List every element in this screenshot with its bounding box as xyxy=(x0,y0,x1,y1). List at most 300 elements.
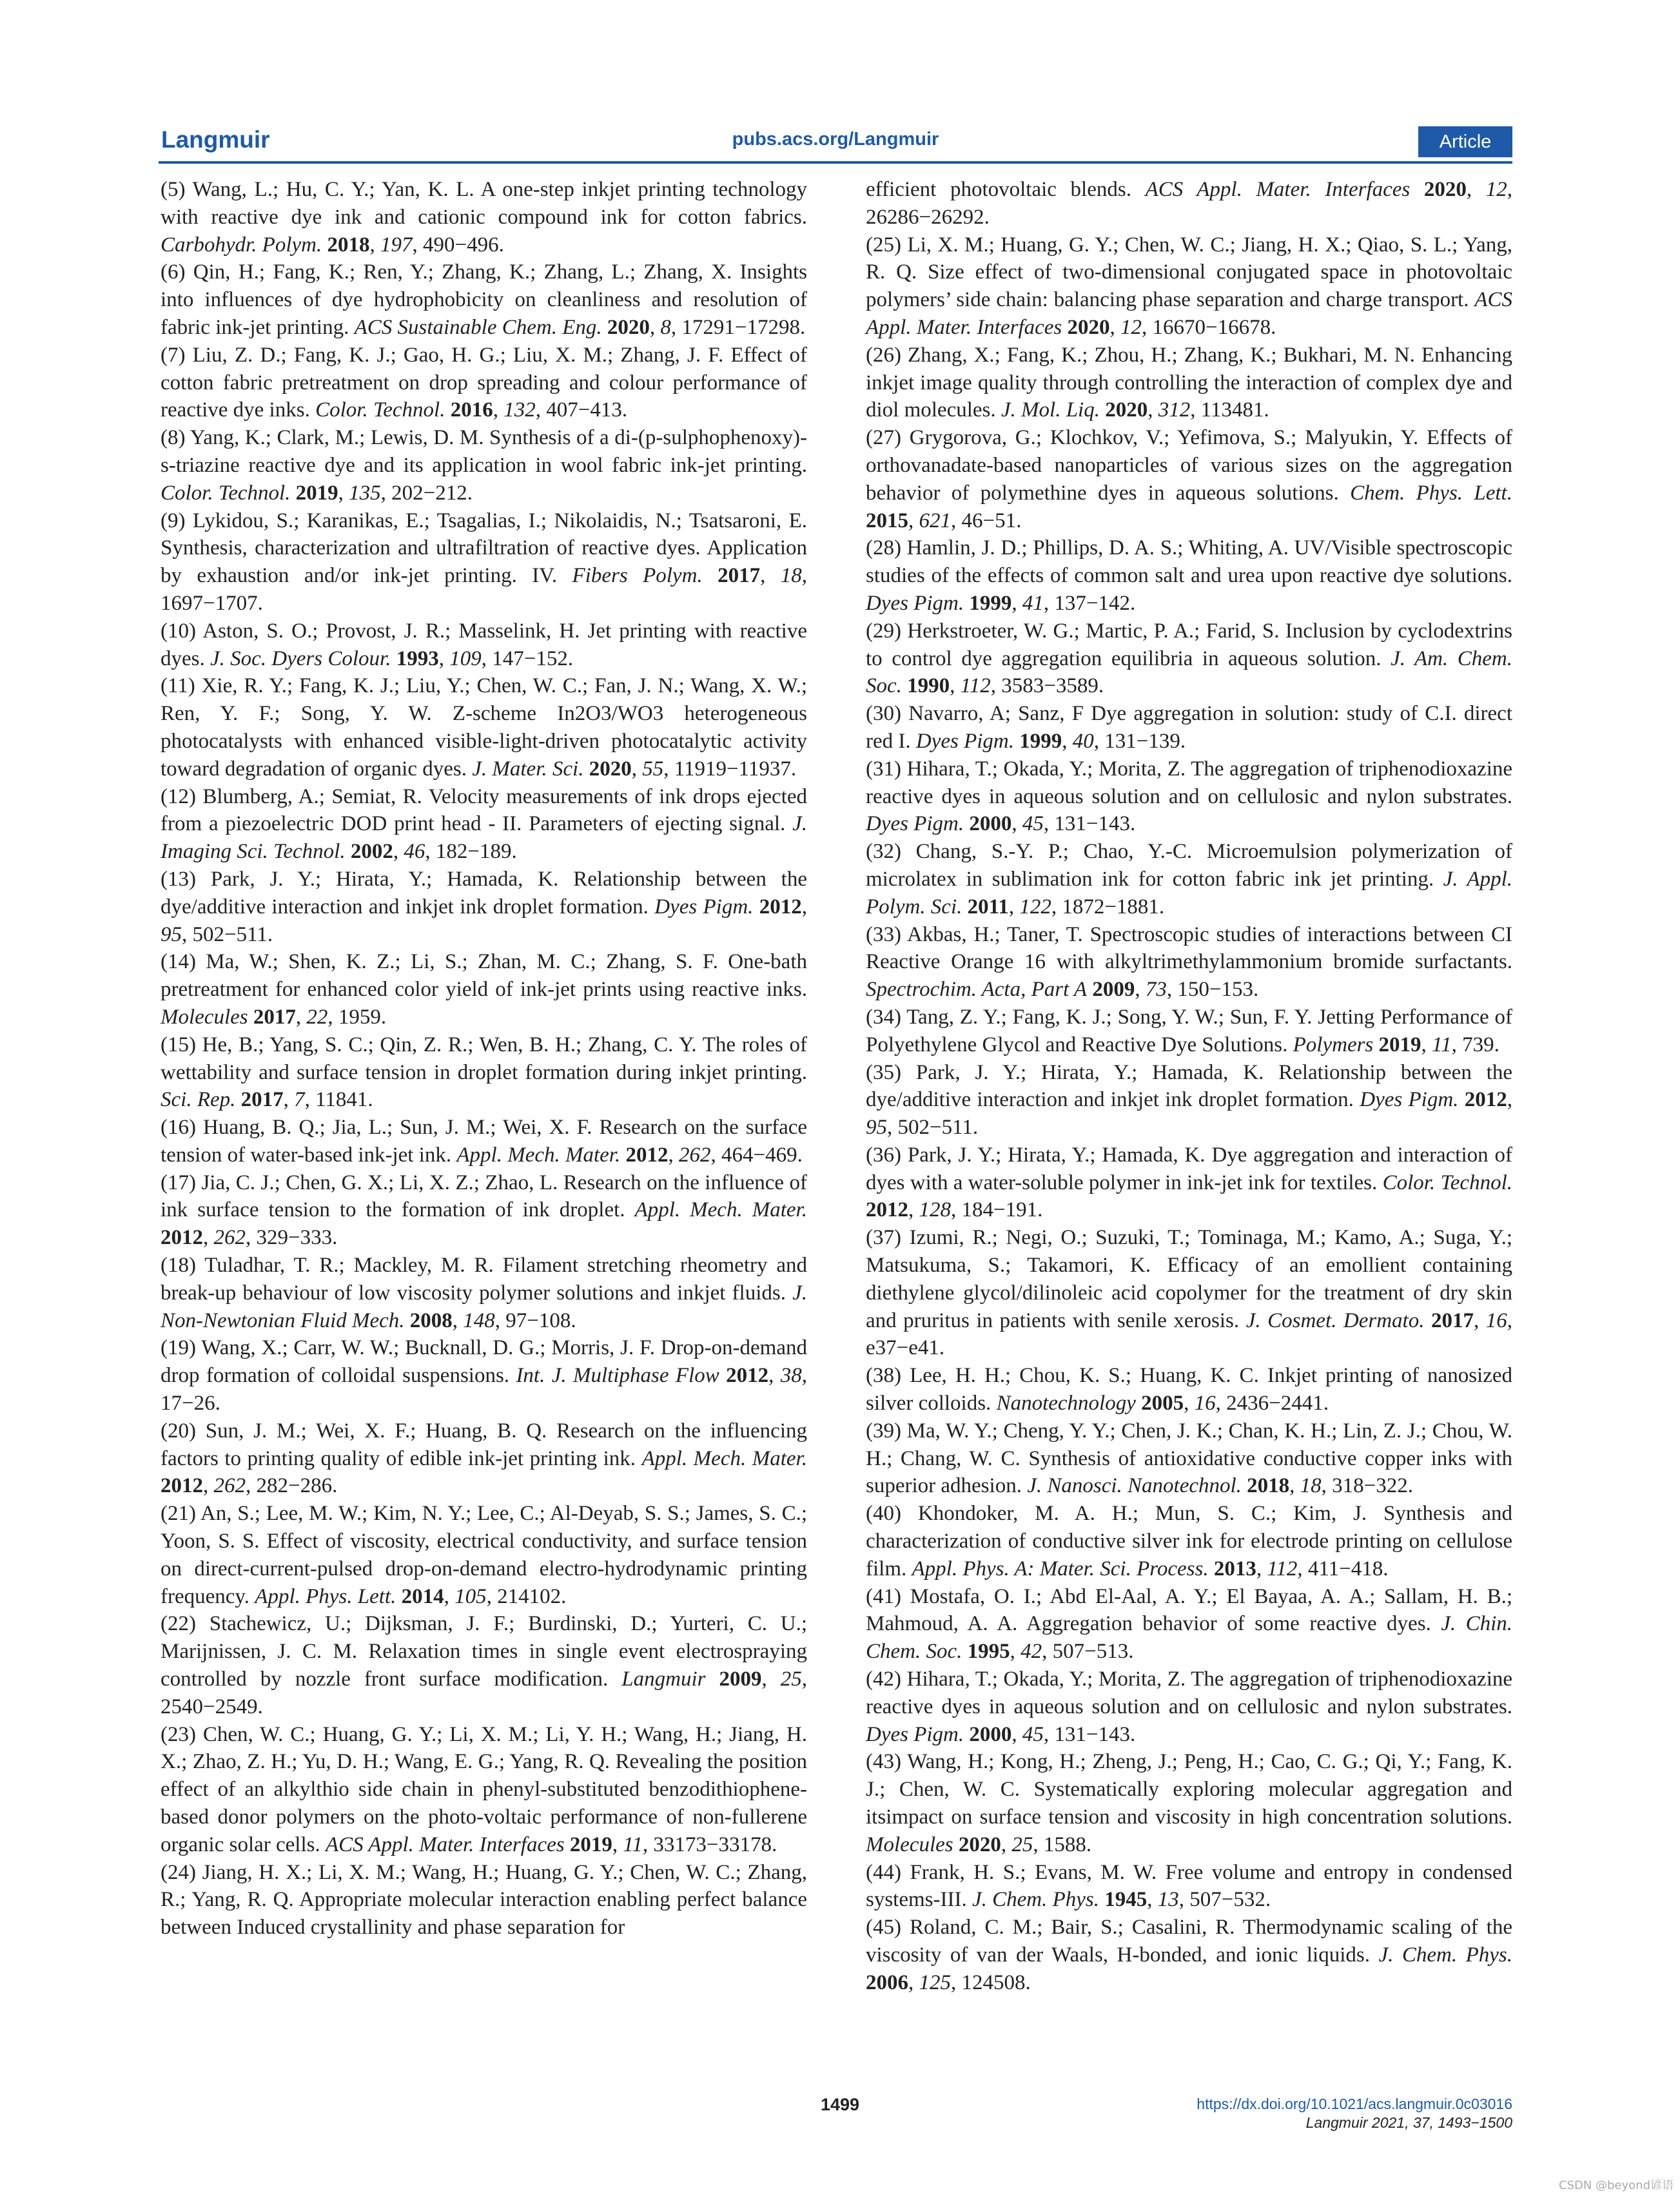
reference-text: , 147−152. xyxy=(481,647,574,670)
reference-entry xyxy=(866,342,1512,424)
reference-italic-text: Carbohydr. Polym. xyxy=(161,233,322,257)
reference-entry xyxy=(866,838,1512,920)
reference-italic-text: J. Cosmet. Dermato. xyxy=(1245,1308,1425,1332)
reference-italic-text: J. Chin. Chem. Soc. xyxy=(866,1612,1513,1664)
reference-italic-text: Color. Technol. xyxy=(1382,1171,1512,1194)
reference-italic-text: Int. J. Multiphase Flow xyxy=(516,1364,719,1388)
doi-link[interactable]: https://dx.doi.org/10.1021/acs.langmuir.0c03016 xyxy=(1197,2096,1512,2112)
reference-text: Khondoker, M. A. H.; Mun, S. C.; Kim, J. Synthesis and characterization of conductive silver ink for electrode printing on cellulose film. xyxy=(866,1502,1512,1580)
reference-entry xyxy=(866,1059,1512,1142)
reference-number: (30) xyxy=(866,702,901,726)
reference-entry xyxy=(161,1252,807,1334)
reference-number: (34) xyxy=(866,1005,901,1029)
reference-text xyxy=(602,316,607,339)
reference-text: , 2540−2549. xyxy=(161,1668,807,1718)
reference-italic-text: 11 xyxy=(623,1833,643,1856)
reference-year: 2012 xyxy=(161,1474,203,1498)
reference-italic-text: J. Chem. Phys. xyxy=(972,1888,1100,1912)
reference-text: , xyxy=(1466,178,1486,201)
reference-year: 2012 xyxy=(759,895,802,919)
reference-text xyxy=(953,1833,959,1856)
reference-entry xyxy=(161,1031,807,1114)
reference-italic-text: 112 xyxy=(1267,1557,1298,1580)
reference-italic-text: 135 xyxy=(349,481,381,505)
reference-italic-text: Dyes Pigm. xyxy=(654,895,754,919)
reference-text: Li, X. M.; Huang, G. Y.; Chen, W. C.; Jiang, H. X.; Qiao, S. L.; Yang, R. Q. Size effect of two-dimensional conjugated space in photovoltaic polymers’ side chain: balancing phase separation and charge transport. xyxy=(866,233,1513,312)
reference-text: , xyxy=(1289,1474,1300,1498)
reference-number: (7) xyxy=(161,343,186,367)
reference-text: , 182−189. xyxy=(425,840,517,864)
reference-italic-text: 95 xyxy=(866,1116,887,1140)
reference-italic-text: 73 xyxy=(1145,978,1167,1002)
reference-italic-text: 18 xyxy=(780,564,802,588)
reference-text: , 318−322. xyxy=(1321,1474,1414,1498)
reference-entry xyxy=(161,1721,807,1859)
reference-entry xyxy=(866,1500,1512,1582)
reference-number: (36) xyxy=(866,1143,901,1167)
reference-italic-text: 262 xyxy=(678,1143,711,1167)
reference-text: , 1588. xyxy=(1033,1833,1092,1856)
reference-year: 2020 xyxy=(958,1833,1001,1856)
reference-text: Zhang, X.; Fang, K.; Zhou, H.; Zhang, K.; Bukhari, M. N. Enhancing inkjet image quality through controlling the interaction of complex dye and diol molecules. xyxy=(866,343,1512,422)
reference-text xyxy=(705,1668,719,1691)
reference-text: Herkstroeter, W. G.; Martic, P. A.; Farid, S. Inclusion by cyclodextrins to control dye aggregation equilibria in aqueous solution. xyxy=(866,619,1513,670)
reference-italic-text: 8 xyxy=(660,315,671,339)
reference-text xyxy=(1373,1033,1378,1056)
reference-entry xyxy=(866,1224,1512,1362)
reference-italic-text: J. Am. Chem. Soc. xyxy=(866,647,1513,698)
reference-italic-text: J. Non-Newtonian Fluid Mech. xyxy=(161,1281,807,1332)
reference-text: , xyxy=(444,1584,455,1608)
reference-text: , xyxy=(801,895,807,919)
reference-year: 1945 xyxy=(1104,1888,1148,1912)
reference-text: , xyxy=(338,481,349,505)
reference-year: 2006 xyxy=(866,1970,908,1994)
reference-italic-text: 25 xyxy=(1011,1833,1033,1856)
reference-italic-text: 262 xyxy=(213,1474,246,1498)
reference-year: 2013 xyxy=(1213,1557,1256,1580)
reference-text: , 16670−16678. xyxy=(1142,315,1276,339)
reference-number: (21) xyxy=(161,1502,196,1526)
reference-entry xyxy=(866,1142,1512,1224)
reference-year: 2017 xyxy=(240,1088,284,1112)
page-number: 1499 xyxy=(820,2095,860,2114)
reference-text: , 131−143. xyxy=(1043,812,1136,836)
reference-text: , 1697−1707. xyxy=(161,564,807,615)
reference-text: Stachewicz, U.; Dijksman, J. F.; Burdinski, D.; Yurteri, C. U.; Marijnissen, J. C. M. Relaxation times in single event electrospraying controlled by nozzle front surface modification. xyxy=(161,1612,808,1691)
reference-text: Lykidou, S.; Karanikas, E.; Tsagalias, I.; Nikolaidis, N.; Tsatsaroni, E. Synthesis, characterization and ultrafiltration of reactive dyes. Application by exhaustion and/or ink-jet printing. IV. xyxy=(161,509,808,588)
reference-italic-text: Chem. Phys. Lett. xyxy=(1350,481,1512,505)
reference-year: 2012 xyxy=(726,1364,769,1388)
reference-text: Grygorova, G.; Klochkov, V.; Yefimova, S.; Malyukin, Y. Effects of orthovanadate-based nanoparticles of various sizes on the aggregation behavior of polymethine dyes in aqueous solutions. xyxy=(866,426,1512,505)
reference-number: (23) xyxy=(161,1722,196,1746)
reference-text: , xyxy=(438,647,450,670)
reference-text: He, B.; Yang, S. C.; Qin, Z. R.; Wen, B. H.; Zhang, C. Y. The roles of wettability and surface tension in droplet formation during inkjet printing. xyxy=(161,1033,808,1084)
reference-text: Mostafa, O. I.; Abd El-Aal, A. Y.; El Bayaa, A. A.; Sallam, H. B.; Mahmoud, A. A. Aggregation behavior of some reactive dyes. xyxy=(866,1584,1513,1636)
reference-text: , 11841. xyxy=(304,1088,373,1112)
reference-italic-text: ACS Appl. Mater. Interfaces xyxy=(325,1833,565,1856)
reference-year: 2012 xyxy=(625,1143,669,1167)
reference-entry xyxy=(161,1859,807,1941)
reference-text: , xyxy=(1011,1722,1022,1746)
reference-text xyxy=(902,674,907,697)
references-left-column xyxy=(161,176,807,1941)
reference-number: (28) xyxy=(866,536,901,560)
reference-number: (32) xyxy=(866,840,901,864)
reference-number: (29) xyxy=(866,619,901,643)
reference-text: , xyxy=(1062,729,1073,753)
reference-text xyxy=(235,1088,240,1111)
reference-text: , xyxy=(493,398,504,422)
reference-text xyxy=(962,895,967,919)
reference-entry xyxy=(866,176,1512,231)
reference-year: 2012 xyxy=(161,1226,203,1250)
reference-text: , xyxy=(1008,895,1020,919)
reference-text xyxy=(1242,1474,1247,1497)
reference-number: (20) xyxy=(161,1419,196,1443)
reference-text xyxy=(290,481,295,505)
reference-year: 2015 xyxy=(866,509,908,532)
reference-italic-text: 112 xyxy=(960,674,991,698)
reference-entry xyxy=(161,1610,807,1720)
reference-number: (16) xyxy=(161,1116,196,1140)
reference-text: , xyxy=(1001,1833,1012,1856)
journal-name: Langmuir xyxy=(161,126,270,153)
reference-text: Jia, C. J.; Chen, G. X.; Li, X. Z.; Zhao, L. Research on the influence of ink surface tension to the formation of ink droplet. xyxy=(161,1171,807,1222)
reference-text: , e37−e41. xyxy=(866,1308,1513,1360)
reference-entry xyxy=(161,1114,807,1169)
reference-text: , xyxy=(950,674,961,698)
reference-text xyxy=(248,1006,253,1029)
reference-italic-text: J. Chem. Phys. xyxy=(1378,1943,1512,1967)
article-type-badge: Article xyxy=(1418,126,1512,157)
reference-entry xyxy=(866,231,1512,342)
reference-text: Xie, R. Y.; Fang, K. J.; Liu, Y.; Chen, W. C.; Fan, J. N.; Wang, X. W.; Ren, Y. F.; Song, Y. W. Z-scheme In2O3/WO3 heterogeneous photocatalysts with enhanced visible-light-driven photocatalytic activity toward degradation of organic dyes. xyxy=(161,674,808,781)
reference-text: Ma, W. Y.; Cheng, Y. Y.; Chen, J. K.; Chan, K. H.; Lin, Z. J.; Chou, W. H.; Chang, W. C. Synthesis of antioxidative conductive copper inks with superior adhesion. xyxy=(866,1419,1512,1498)
reference-text: , xyxy=(761,1668,781,1691)
reference-entry xyxy=(161,1500,807,1610)
reference-number: (14) xyxy=(161,950,196,974)
reference-text xyxy=(703,564,718,587)
reference-italic-text: 45 xyxy=(1022,812,1044,836)
reference-entry xyxy=(161,1169,807,1252)
reference-text: , xyxy=(1256,1557,1267,1580)
reference-text: , xyxy=(1011,812,1022,836)
reference-italic-text: 11 xyxy=(1432,1033,1452,1056)
reference-text: , xyxy=(203,1474,214,1498)
reference-entry xyxy=(161,948,807,1031)
footer-citation-block xyxy=(1197,2095,1512,2132)
reference-number: (42) xyxy=(866,1668,901,1691)
reference-number: (15) xyxy=(161,1033,196,1056)
reference-italic-text: Appl. Phys. Lett. xyxy=(255,1584,396,1608)
reference-text xyxy=(322,233,327,257)
reference-number: (9) xyxy=(161,509,186,532)
reference-text: , 202−212. xyxy=(380,481,473,505)
reference-italic-text: 18 xyxy=(1300,1474,1322,1498)
reference-text: Ma, W.; Shen, K. Z.; Li, S.; Zhan, M. C.; Zhang, S. F. One-bath pretreatment for enhanced color yield of ink-jet prints using reactive inks. xyxy=(161,950,807,1002)
reference-italic-text: 122 xyxy=(1019,895,1051,919)
reference-entry xyxy=(866,1362,1512,1417)
reference-year: 2000 xyxy=(969,812,1012,836)
reference-italic-text: Molecules xyxy=(161,1005,248,1029)
reference-text: , xyxy=(649,315,661,339)
reference-italic-text: 55 xyxy=(642,757,664,781)
reference-text: Hamlin, J. D.; Phillips, D. A. S.; Whiting, A. UV/Visible spectroscopic studies of the effects of common salt and urea upon reactive dye solutions. xyxy=(866,536,1512,588)
reference-text: , xyxy=(1421,1033,1432,1056)
reference-text: , 131−139. xyxy=(1093,729,1186,753)
reference-italic-text: 262 xyxy=(213,1226,246,1250)
reference-text: Roland, C. M.; Bair, S.; Casalini, R. Thermodynamic scaling of the viscosity of van der Waals, H-bonded, and ionic liquids. xyxy=(866,1916,1512,1967)
reference-entry xyxy=(161,258,807,341)
reference-italic-text: Color. Technol. xyxy=(315,398,445,422)
reference-entry xyxy=(866,618,1512,700)
reference-italic-text: Appl. Phys. A: Mater. Sci. Process. xyxy=(912,1557,1209,1580)
reference-text: , xyxy=(452,1308,464,1332)
reference-year: 2020 xyxy=(607,315,650,339)
reference-entry xyxy=(866,755,1512,838)
reference-italic-text: 22 xyxy=(306,1005,328,1029)
reference-text: , 150−153. xyxy=(1166,978,1259,1002)
reference-number: (45) xyxy=(866,1916,901,1940)
reference-text: , 502−511. xyxy=(887,1116,979,1140)
reference-entry xyxy=(161,1417,807,1500)
reference-text: , 214102. xyxy=(486,1584,567,1608)
reference-number: (27) xyxy=(866,426,901,450)
reference-number: (41) xyxy=(866,1584,901,1608)
reference-year: 2020 xyxy=(589,757,632,781)
reference-number: (25) xyxy=(866,233,901,257)
reference-text: Aston, S. O.; Provost, J. R.; Masselink, H. Jet printing with reactive dyes. xyxy=(161,619,807,670)
reference-text: Park, J. Y.; Hirata, Y.; Hamada, K. Relationship between the dye/additive interaction and inkjet ink droplet formation. xyxy=(161,867,807,919)
reference-italic-text: 12 xyxy=(1485,178,1507,201)
reference-year: 2014 xyxy=(401,1584,444,1608)
reference-text: , xyxy=(1184,1392,1195,1415)
reference-year: 2019 xyxy=(569,1833,612,1856)
reference-entry xyxy=(161,672,807,783)
reference-italic-text: J. Nanosci. Nanotechnol. xyxy=(1027,1474,1242,1498)
reference-italic-text: Polymers xyxy=(1293,1033,1374,1056)
reference-text: Akbas, H.; Taner, T. Spectroscopic studies of interactions between CI Reactive Orange 16 with alkyltrimethylammonium bromide surfactants. xyxy=(866,922,1512,974)
reference-text: , xyxy=(908,1198,919,1222)
reference-text: , 407−413. xyxy=(535,398,628,422)
reference-year: 2019 xyxy=(1378,1033,1421,1056)
reference-text: Yang, K.; Clark, M.; Lewis, D. M. Synthesis of a di-(p-sulphophenoxy)-s-triazine reactive dye and its application in wool fabric ink-jet printing. xyxy=(161,426,807,477)
reference-text xyxy=(583,757,589,781)
reference-year: 1999 xyxy=(969,591,1012,615)
reference-italic-text: 42 xyxy=(1021,1640,1042,1664)
reference-number: (13) xyxy=(161,867,196,891)
reference-text: , xyxy=(1109,315,1121,339)
reference-text: Hihara, T.; Okada, Y.; Morita, Z. The aggregation of triphenodioxazine reactive dyes in aqueous solution and on cellulosic and nylon substrates. xyxy=(866,757,1513,808)
reference-number: (31) xyxy=(866,757,901,781)
reference-text: Qin, H.; Fang, K.; Ren, Y.; Zhang, K.; Zhang, L.; Zhang, X. Insights into influences of dye hydrophobicity on cleanliness and resolution of fabric ink-jet printing. xyxy=(161,260,808,339)
reference-number: (37) xyxy=(866,1226,901,1250)
reference-text: , xyxy=(393,840,404,864)
reference-text xyxy=(565,1833,570,1856)
reference-year: 1993 xyxy=(396,647,439,670)
reference-text: Jiang, H. X.; Li, X. M.; Wang, H.; Huang, G. Y.; Chen, W. C.; Zhang, R.; Yang, R. Q. Appropriate molecular interaction enabling perfect balance between Induced crystallinity and phase separation for xyxy=(161,1860,807,1940)
reference-text: , xyxy=(1135,978,1146,1002)
reference-text xyxy=(346,840,351,863)
reference-italic-text: Color. Technol. xyxy=(161,481,291,505)
reference-text xyxy=(1410,178,1424,201)
reference-italic-text: Appl. Mech. Mater. xyxy=(641,1446,807,1470)
reference-number: (33) xyxy=(866,922,901,946)
reference-text: , 464−469. xyxy=(710,1143,803,1167)
reference-text: , xyxy=(1147,1888,1158,1912)
reference-entry xyxy=(161,1334,807,1417)
reference-text: , 490−496. xyxy=(412,233,504,257)
reference-italic-text: Appl. Mech. Mater. xyxy=(634,1198,807,1222)
reference-text: Blumberg, A.; Semiat, R. Velocity measurements of ink drops ejected from a piezoelectric DOD print head - II. Parameters of ejecting signal. xyxy=(161,784,807,836)
reference-entry xyxy=(866,424,1512,534)
reference-text: , 17291−17298. xyxy=(670,315,806,339)
reference-entry xyxy=(866,1914,1512,1996)
reference-year: 2005 xyxy=(1141,1392,1184,1415)
reference-text xyxy=(445,398,450,422)
reference-text: , xyxy=(668,1143,679,1167)
reference-year: 2016 xyxy=(450,398,493,422)
reference-text: , 113481. xyxy=(1190,398,1269,422)
reference-year: 1995 xyxy=(967,1640,1010,1664)
reference-number: (19) xyxy=(161,1336,196,1360)
reference-text: , 411−418. xyxy=(1297,1557,1389,1580)
reference-text: , 329−333. xyxy=(246,1226,338,1250)
reference-italic-text: Molecules xyxy=(866,1833,953,1856)
reference-text: , 26286−26292. xyxy=(866,178,1513,229)
reference-italic-text: J. Imaging Sci. Technol. xyxy=(161,812,807,864)
reference-text: , xyxy=(203,1226,214,1250)
reference-text: , xyxy=(631,757,643,781)
reference-text: , 1872−1881. xyxy=(1051,895,1165,919)
reference-italic-text: Spectrochim. Acta, Part A xyxy=(866,978,1088,1002)
reference-text: Sun, J. M.; Wei, X. F.; Huang, B. Q. Research on the influencing factors to printing quality of edible ink-jet printing ink. xyxy=(161,1419,808,1470)
reference-text: , 507−532. xyxy=(1178,1888,1271,1912)
reference-text: , xyxy=(768,1364,781,1388)
reference-text: , xyxy=(1474,1308,1486,1332)
reference-text xyxy=(719,1364,726,1387)
references-right-column xyxy=(866,176,1512,1997)
reference-italic-text: 621 xyxy=(919,509,951,532)
reference-text: , 1959. xyxy=(327,1005,387,1029)
reference-year: 2020 xyxy=(1105,398,1148,422)
watermark: CSDN @beyond谚语 xyxy=(1558,2179,1674,2192)
reference-year: 2011 xyxy=(967,895,1009,919)
reference-number: (38) xyxy=(866,1364,901,1388)
reference-text: , xyxy=(1011,591,1022,615)
reference-entry xyxy=(161,507,807,618)
reference-text: , 2436−2441. xyxy=(1215,1392,1329,1415)
reference-italic-text: Sci. Rep. xyxy=(161,1088,236,1112)
reference-entry xyxy=(866,700,1512,755)
reference-text: , 282−286. xyxy=(246,1474,338,1498)
reference-text: , 33173−33178. xyxy=(642,1833,777,1856)
reference-italic-text: 109 xyxy=(449,647,482,670)
reference-text: Chen, W. C.; Huang, G. Y.; Li, X. M.; Li, Y. H.; Wang, H.; Jiang, H. X.; Zhao, Z. H.; Yu, D. H.; Wang, E. G.; Yang, R. Q. Revealing the position effect of an alkylthio side chain in phenyl-substituted benzodithiophene-based donor polymers on the photo-voltaic performance of non-fullerene organic solar cells. xyxy=(161,1722,807,1856)
reference-entry xyxy=(866,1666,1512,1748)
reference-text: efficient photovoltaic blends. xyxy=(866,178,1146,201)
reference-entry xyxy=(161,866,807,948)
reference-year: 2020 xyxy=(1423,178,1467,201)
reference-text: , 124508. xyxy=(951,1970,1031,1994)
reference-year: 2012 xyxy=(1464,1088,1507,1112)
reference-number: (17) xyxy=(161,1171,196,1194)
reference-year: 1990 xyxy=(907,674,950,698)
reference-year: 2000 xyxy=(969,1722,1012,1746)
reference-number: (18) xyxy=(161,1254,196,1278)
reference-entry xyxy=(161,342,807,424)
reference-text: Liu, Z. D.; Fang, K. J.; Gao, H. G.; Liu, X. M.; Zhang, J. F. Effect of cotton fabric pretreatment on drop spreading and colour performance of reactive dye inks. xyxy=(161,343,808,422)
reference-year: 2017 xyxy=(253,1005,296,1029)
reference-text: , xyxy=(1010,1640,1021,1664)
reference-text: , xyxy=(760,564,781,588)
reference-entry xyxy=(161,424,807,507)
reference-italic-text: Dyes Pigm. xyxy=(915,729,1015,753)
reference-text: Wang, H.; Kong, H.; Zheng, J.; Peng, H.; Cao, C. G.; Qi, Y.; Fang, K. J.; Chen, W. C. Systematically exploring molecular aggregation and itsimpact on surface tension and viscosity in high concentration solutions. xyxy=(866,1750,1512,1829)
reference-italic-text: Nanotechnology xyxy=(996,1392,1136,1415)
reference-text: , 97−108. xyxy=(494,1308,576,1332)
reference-entry xyxy=(866,1417,1512,1500)
reference-text: , xyxy=(295,1005,307,1029)
reference-text xyxy=(962,1640,967,1663)
reference-italic-text: 46 xyxy=(404,840,425,864)
reference-number: (39) xyxy=(866,1419,901,1443)
reference-italic-text: 95 xyxy=(161,922,182,946)
reference-italic-text: 16 xyxy=(1485,1308,1507,1332)
reference-entry xyxy=(866,1583,1512,1666)
reference-italic-text: J. Mater. Sci. xyxy=(472,757,584,781)
reference-year: 2002 xyxy=(350,840,393,864)
reference-text: , 3583−3589. xyxy=(990,674,1104,698)
reference-text xyxy=(1458,1088,1464,1111)
reference-text: , 46−51. xyxy=(951,509,1022,532)
reference-text xyxy=(753,895,759,919)
reference-italic-text: Dyes Pigm. xyxy=(866,812,964,836)
reference-italic-text: 105 xyxy=(454,1584,487,1608)
reference-italic-text: 197 xyxy=(380,233,413,257)
reference-number: (22) xyxy=(161,1612,196,1636)
reference-text xyxy=(1136,1392,1141,1415)
reference-italic-text: 38 xyxy=(780,1364,802,1388)
reference-year: 2018 xyxy=(327,233,370,257)
reference-text: , xyxy=(908,509,919,532)
reference-entry xyxy=(161,783,807,866)
reference-number: (44) xyxy=(866,1860,901,1884)
reference-text: Tuladhar, T. R.; Mackley, M. R. Filament stretching rheometry and break-up behaviour of low viscosity polymer solutions and inkjet fluids. xyxy=(161,1254,808,1305)
reference-italic-text: J. Mol. Liq. xyxy=(1001,398,1100,422)
reference-text: Huang, B. Q.; Jia, L.; Sun, J. M.; Wei, X. F. Research on the surface tension of water-based ink-jet ink. xyxy=(161,1116,808,1167)
reference-text: , 131−143. xyxy=(1043,1722,1136,1746)
reference-italic-text: 12 xyxy=(1120,315,1142,339)
reference-italic-text: Langmuir xyxy=(621,1668,706,1691)
reference-italic-text: 25 xyxy=(780,1668,802,1691)
reference-number: (24) xyxy=(161,1860,196,1884)
reference-text: Hihara, T.; Okada, Y.; Morita, Z. The aggregation of triphenodioxazine reactive dyes in aqueous solution and on cellulosic and nylon substrates. xyxy=(866,1668,1513,1718)
reference-italic-text: 40 xyxy=(1072,729,1094,753)
reference-italic-text: 13 xyxy=(1157,1888,1179,1912)
page-header xyxy=(159,126,1512,162)
reference-text: Wang, X.; Carr, W. W.; Bucknall, D. G.; Morris, J. F. Drop-on-demand drop formation of colloidal suspensions. xyxy=(161,1336,807,1388)
reference-text: An, S.; Lee, M. W.; Kim, N. Y.; Lee, C.; Al-Deyab, S. S.; James, S. C.; Yoon, S. S. Effect of viscosity, electrical conductivity, and surface tension on direct-current-pulsed drop-on-demand electro-hydrodynamic printing frequency. xyxy=(161,1502,807,1608)
journal-url-link[interactable]: pubs.acs.org/Langmuir xyxy=(732,129,939,150)
reference-entry xyxy=(866,1859,1512,1914)
reference-year: 2008 xyxy=(409,1308,453,1332)
reference-text: , 507−513. xyxy=(1042,1640,1134,1664)
reference-italic-text: Dyes Pigm. xyxy=(866,591,964,615)
reference-text: Park, J. Y.; Hirata, Y.; Hamada, K. Relationship between the dye/additive interaction and inkjet ink droplet formation. xyxy=(866,1060,1512,1112)
reference-text: , 17−26. xyxy=(161,1364,807,1415)
